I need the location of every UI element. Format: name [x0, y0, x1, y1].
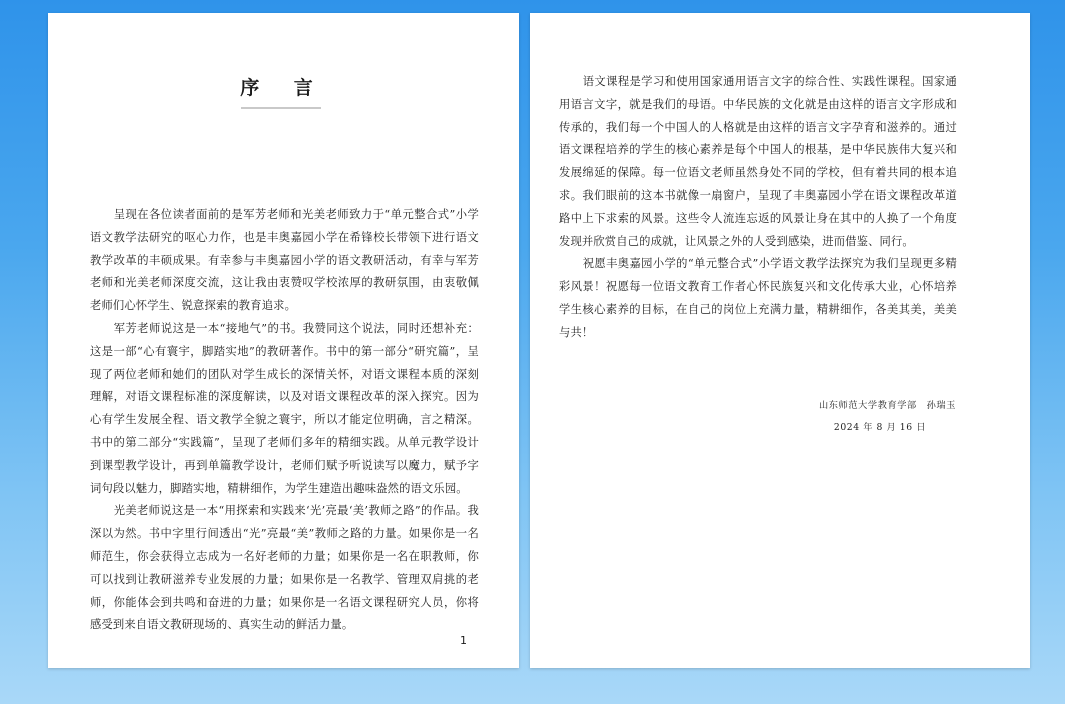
right-body-text	[559, 71, 957, 345]
paragraph: 光美老师说这是一本“用探索和实践来‘光’亮最‘美’教师之路”的作品。我深以为然。书中字里行间透出“光”亮最“美”教师之路的力量。如果你是一名师范生，你会获得立志成为一名好老师的力量；如果你是一名在职教师，你可以找到让教研滋养专业发展的力量；如果你是一名教学、管理双肩挑的老师，你能体会到共鸣和奋进的力量；如果你是一名语文课程研究人员，你将感受到来自语文教研现场的、真实生动的鲜活力量。	[90, 504, 479, 632]
paragraph: 军芳老师说这是一本“接地气”的书。我赞同这个说法，同时还想补充：这是一部“心有寰宇，脚踏实地”的教研著作。书中的第一部分“研究篇”，呈现了两位老师和她们的团队对学生成长的深情关怀，对语文课程本质的深刻理解，对语文课程标准的深度解读，以及对语文课程改革的深入探究。因为心有学生发展全程、语文教学全貌之寰宇，所以才能定位明确，言之精深。书中的第二部分“实践篇”，呈现了老师们多年的精细实践。从单元教学设计到课型教学设计，再到单篇教学设计，老师们赋予听说读写以魔力，赋予字词句段以魅力，脚踏实地，精耕细作，为学生建造出趣味盎然的语文乐园。	[90, 321, 479, 495]
author-signature: 山东师范大学教育学部 孙瑞玉	[818, 400, 956, 411]
paragraph: 呈现在各位读者面前的是军芳老师和光美老师致力于“单元整合式”小学语文教学法研究的呕心力作，也是丰奥嘉园小学在希锋校长带领下进行语文教学改革的丰硕成果。有幸参与丰奥嘉园小学的语文教研活动，有幸与军芳老师和光美老师深度交流，这让我由衷赞叹学校浓厚的教研氛围，由衷敬佩老师们心怀学生、锐意探索的教育追求。	[90, 208, 479, 313]
page-number: 1	[460, 634, 467, 647]
signature-date: 2024 年 8 月 16 日	[833, 422, 926, 433]
paragraph: 语文课程是学习和使用国家通用语言文字的综合性、实践性课程。国家通用语言文字，就是我们的母语。中华民族的文化就是由这样的语言文字形成和传承的，我们每一个中国人的人格就是由这样的语言文字孕育和滋养的。通过语文课程培养的学生的核心素养是每个中国人的根基，是中华民族伟大复兴和发展绵延的保障。每一位语文老师虽然身处不同的学校，但有着共同的根本追求。我们眼前的这本书就像一扇窗户，呈现了丰奥嘉园小学在语文课程改革道路中上下求索的风景。这些令人流连忘返的风景让身在其中的人换了一个角度发现并欣赏自己的成就，让风景之外的人受到感染，进而借鉴、同行。	[559, 75, 957, 248]
left-body-text	[90, 204, 479, 637]
right-page	[530, 13, 1030, 668]
title-underline	[241, 107, 321, 109]
paragraph: 祝愿丰奥嘉园小学的“单元整合式”小学语文教学法探究为我们呈现更多精彩风景！祝愿每一位语文教育工作者心怀民族复兴和文化传承大业，心怀培养学生核心素养的目标，在自己的岗位上充满力量，精耕细作，各美其美，美美与共！	[559, 257, 957, 339]
page-title: 序 言	[240, 77, 327, 99]
left-page	[48, 13, 519, 668]
